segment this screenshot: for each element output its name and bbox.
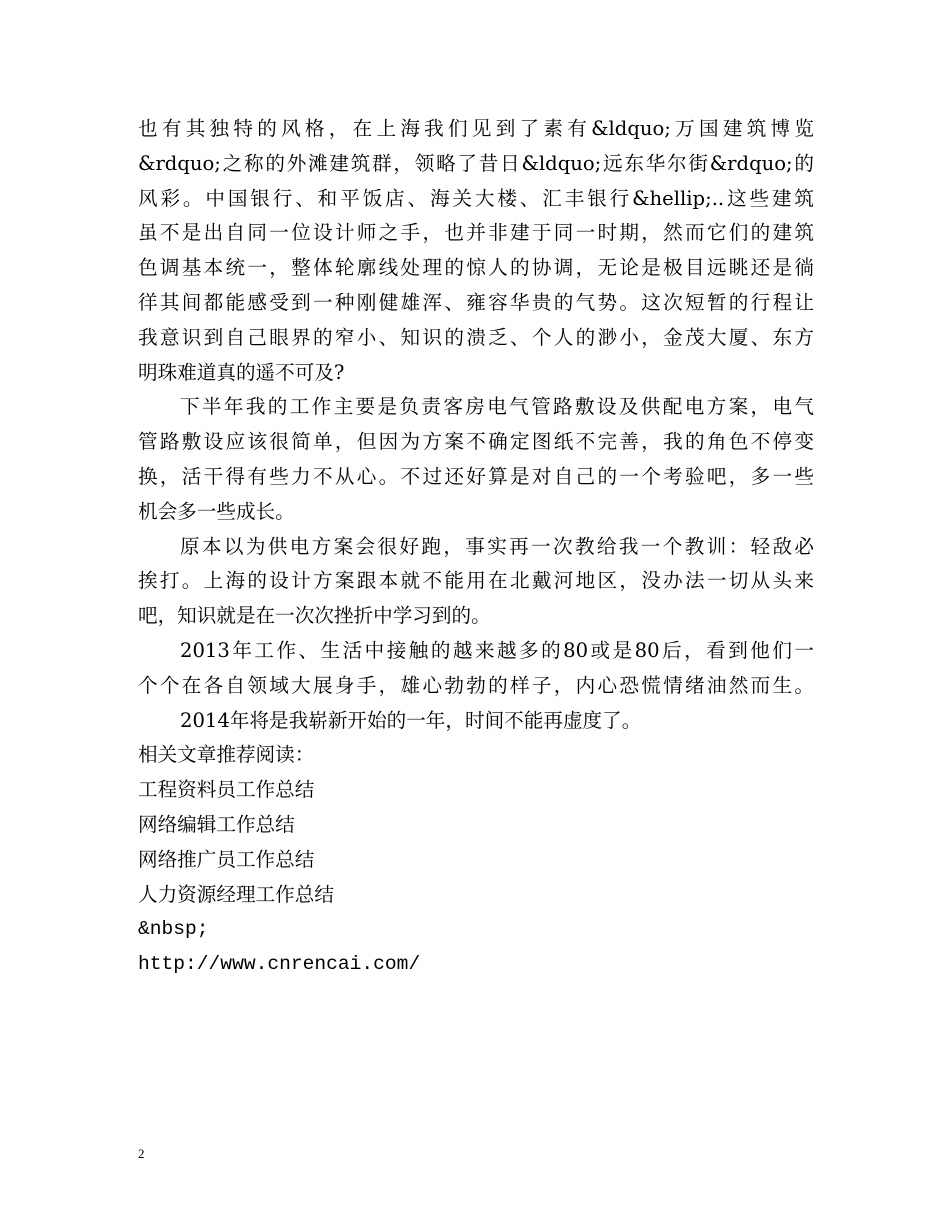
body-line: 徉其间都能感受到一种刚健雄浑、雍容华贵的气势。这次短暂的行程让 <box>138 290 814 314</box>
body-line: 换，活干得有些力不从心。不过还好算是对自己的一个考验吧，多一些 <box>138 464 814 488</box>
body-line: 明珠难道真的遥不可及? <box>138 360 345 384</box>
body-line: 虽不是出自同一位设计师之手，也并非建于同一时期，然而它们的建筑 <box>138 221 814 245</box>
body-line: 管路敷设应该很简单，但因为方案不确定图纸不完善，我的角色不停变 <box>138 430 814 454</box>
related-heading: 相关文章推荐阅读： <box>138 743 315 767</box>
paragraph-first-line: 下半年我的工作主要是负责客房电气管路敷设及供配电方案，电气 <box>180 395 814 419</box>
body-line: 也有其独特的风格，在上海我们见到了素有&ldquo;万国建筑博览 <box>138 117 814 140</box>
body-line: 风彩。中国银行、和平饭店、海关大楼、汇丰银行&hellip;..这些建筑 <box>138 186 814 210</box>
paragraph-first-line: 2014年将是我崭新开始的一年，时间不能再虚度了。 <box>180 708 642 732</box>
nbsp-text: &nbsp; <box>138 918 209 941</box>
body-line: 吧，知识就是在一次次挫折中学习到的。 <box>138 604 491 628</box>
source-url[interactable]: http://www.cnrencai.com/ <box>138 953 421 976</box>
body-line: 机会多一些成长。 <box>138 499 295 523</box>
paragraph-first-line: 2013年工作、生活中接触的越来越多的80或是80后，看到他们一 <box>180 638 814 662</box>
body-line: 我意识到自己眼界的窄小、知识的溃乏、个人的渺小，金茂大厦、东方 <box>138 325 814 349</box>
body-line: &rdquo;之称的外滩建筑群，领略了昔日&ldquo;远东华尔街&rdquo;的 <box>138 151 814 175</box>
body-line: 个个在各自领域大展身手，雄心勃勃的样子，内心恐慌情绪油然而生。 <box>138 673 814 697</box>
related-article-link[interactable]: 网络推广员工作总结 <box>138 847 315 871</box>
related-article-link[interactable]: 网络编辑工作总结 <box>138 812 295 836</box>
document-body <box>138 112 814 982</box>
related-article-link[interactable]: 人力资源经理工作总结 <box>138 882 334 906</box>
related-article-link[interactable]: 工程资料员工作总结 <box>138 778 315 802</box>
body-line: 挨打。上海的设计方案跟本就不能用在北戴河地区，没办法一切从头来 <box>138 569 814 593</box>
page-number: 2 <box>138 1146 145 1161</box>
paragraph-first-line: 原本以为供电方案会很好跑，事实再一次教给我一个教训：轻敌必 <box>180 534 814 558</box>
body-line: 色调基本统一，整体轮廓线处理的惊人的协调，无论是极目远眺还是徜 <box>138 256 814 280</box>
